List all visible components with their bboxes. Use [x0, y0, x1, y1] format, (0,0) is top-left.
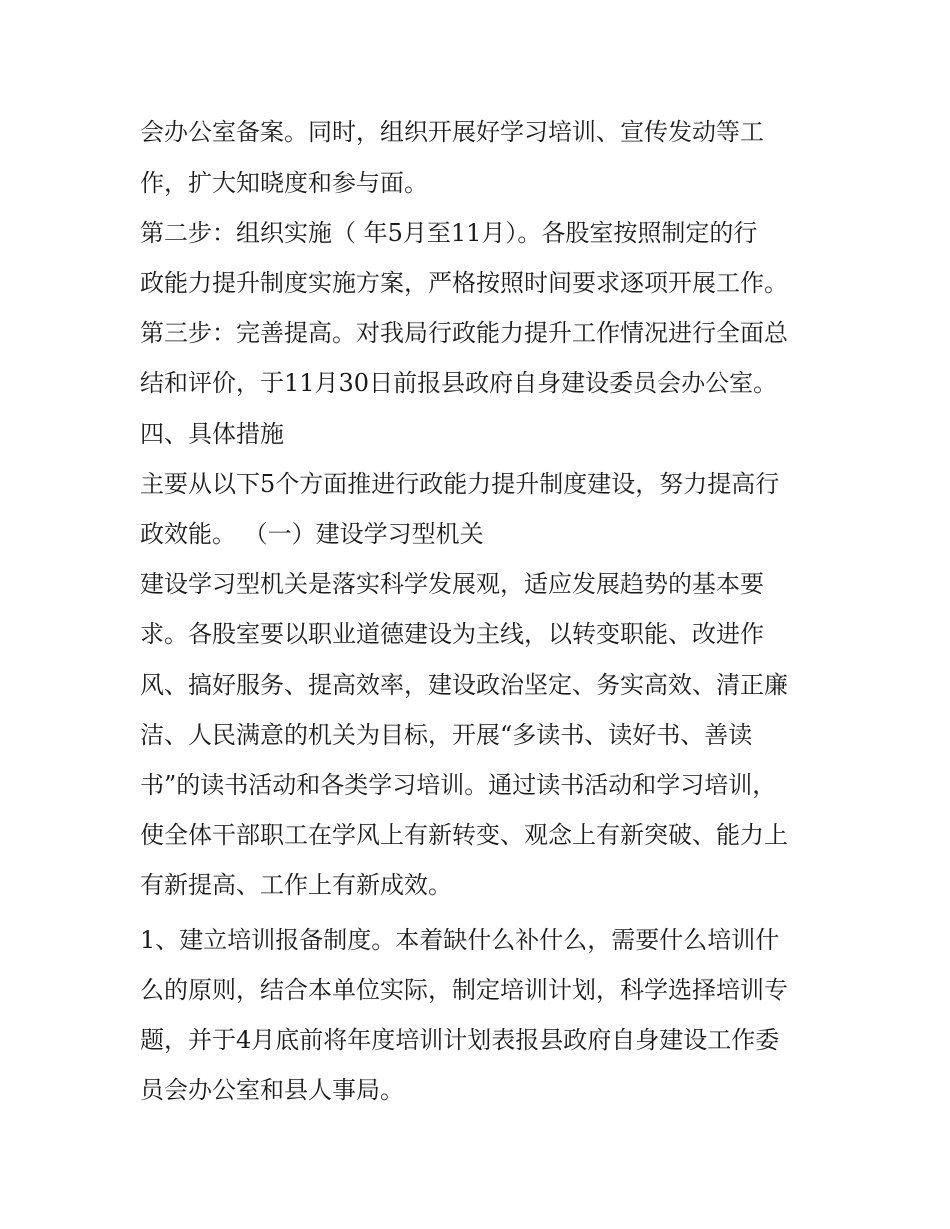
text-line: 政效能。 （一）建设学习型机关 [140, 520, 484, 548]
text-line: 第二步：组织实施（ 年5月至11月）。各股室按照制定的行 [140, 219, 758, 247]
text-line: 么的原则，结合本单位实际，制定培训计划，科学选择培训专 [140, 976, 788, 1004]
text-line: 1、建立培训报备制度。本着缺什么补什么，需要什么培训什 [140, 926, 780, 954]
text-line: 建设学习型机关是落实科学发展观，适应发展趋势的基本要 [140, 570, 764, 598]
text-line: 风、搞好服务、提高效率，建设政治坚定、务实高效、清正廉 [140, 671, 788, 699]
text-line: 会办公室备案。同时，组织开展好学习培训、宣传发动等工 [140, 118, 764, 146]
text-line: 第三步：完善提高。对我局行政能力提升工作情况进行全面总 [140, 319, 788, 347]
text-line: 书”的读书活动和各类学习培训。通过读书活动和学习培训， [140, 771, 777, 799]
text-line: 洁、人民满意的机关为目标，开展“多读书、读好书、善读 [140, 721, 753, 749]
text-line: 政能力提升制度实施方案，严格按照时间要求逐项开展工作。 [140, 269, 788, 297]
section-heading: 四、具体措施 [140, 420, 284, 448]
text-line: 有新提高、工作上有新成效。 [140, 871, 452, 899]
text-line: 员会办公室和县人事局。 [140, 1076, 404, 1104]
text-line: 求。各股室要以职业道德建设为主线，以转变职能、改进作 [140, 620, 764, 648]
text-line: 结和评价，于11月30日前报县政府自身建设委员会办公室。 [140, 369, 778, 397]
text-line: 作，扩大知晓度和参与面。 [140, 169, 428, 197]
text-line: 使全体干部职工在学风上有新转变、观念上有新突破、能力上 [140, 821, 788, 849]
text-line: 主要从以下5个方面推进行政能力提升制度建设，努力提高行 [140, 470, 780, 498]
text-line: 题，并于4月底前将年度培训计划表报县政府自身建设工作委 [140, 1026, 780, 1054]
